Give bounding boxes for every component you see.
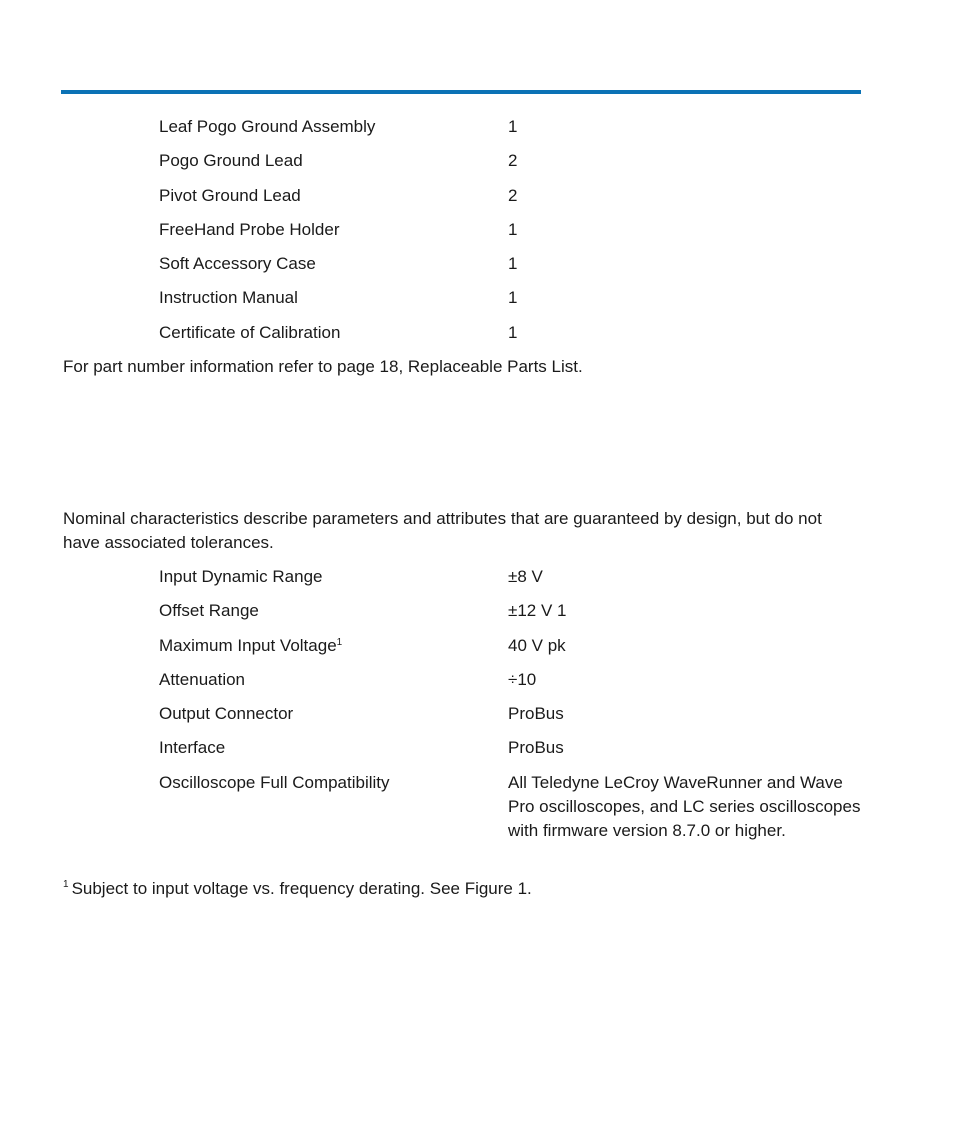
spec-param: Interface [159, 738, 226, 758]
footnote-ref: 1 [336, 636, 343, 648]
part-number-note: For part number information refer to page 18, Replaceable Parts List. [63, 357, 583, 376]
accessories-table [159, 115, 861, 355]
spec-value: All Teledyne LeCroy WaveRunner and Wave Pro oscilloscopes, and LC series oscilloscopes with firmware version 8.7.0 or higher. [508, 772, 861, 840]
header-rule [61, 90, 861, 94]
spec-value: ±12 V 1 [508, 601, 567, 621]
spec-param: Maximum Input Voltage [159, 635, 337, 655]
accessory-qty: 1 [508, 322, 518, 342]
table-row [159, 321, 861, 345]
accessory-qty: 1 [508, 219, 518, 239]
table-row [159, 599, 861, 623]
table-row [159, 736, 861, 760]
table-row [159, 634, 861, 658]
nominal-intro: Nominal characteristics describe parameters and attributes that are guaranteed by design, but do not have associated tolerances. [63, 509, 822, 552]
spec-param: Output Connector [159, 704, 294, 724]
spec-value: ProBus [508, 738, 564, 758]
table-row [159, 702, 861, 726]
table-row [159, 184, 861, 208]
accessory-qty: 1 [508, 117, 518, 136]
accessory-item: Pivot Ground Lead [159, 185, 301, 205]
spec-value: 40 V pk [508, 635, 566, 655]
footnote-text: Subject to input voltage vs. frequency derating. See Figure 1. [71, 879, 532, 898]
spec-param: Oscilloscope Full Compatibility [159, 772, 390, 792]
spec-param-with-footnote [159, 634, 508, 658]
accessory-item: FreeHand Probe Holder [159, 219, 340, 239]
table-row [159, 218, 861, 242]
spec-param: Attenuation [159, 669, 246, 689]
accessory-item: Soft Accessory Case [159, 254, 316, 274]
table-row [159, 252, 861, 276]
accessory-item: Certificate of Calibration [159, 322, 341, 342]
table-row [159, 286, 861, 310]
accessory-qty: 1 [508, 288, 518, 308]
table-row [159, 771, 861, 843]
table-row [159, 668, 861, 692]
accessory-qty: 1 [508, 254, 518, 274]
footnote [63, 877, 853, 901]
table-row [159, 115, 861, 139]
spec-param: Offset Range [159, 601, 259, 621]
spec-param: Input Dynamic Range [159, 567, 323, 586]
spec-value: ProBus [508, 704, 564, 724]
accessory-item: Leaf Pogo Ground Assembly [159, 117, 376, 136]
spec-value: ±8 V [508, 567, 543, 586]
accessory-qty: 2 [508, 151, 518, 171]
table-row [159, 565, 861, 589]
spec-value: ÷10 [508, 669, 537, 689]
footnote-mark: 1 [63, 879, 69, 890]
specs-table [159, 565, 861, 853]
table-row [159, 149, 861, 173]
accessory-item: Pogo Ground Lead [159, 151, 303, 171]
accessory-qty: 2 [508, 185, 518, 205]
accessory-item: Instruction Manual [159, 288, 298, 308]
